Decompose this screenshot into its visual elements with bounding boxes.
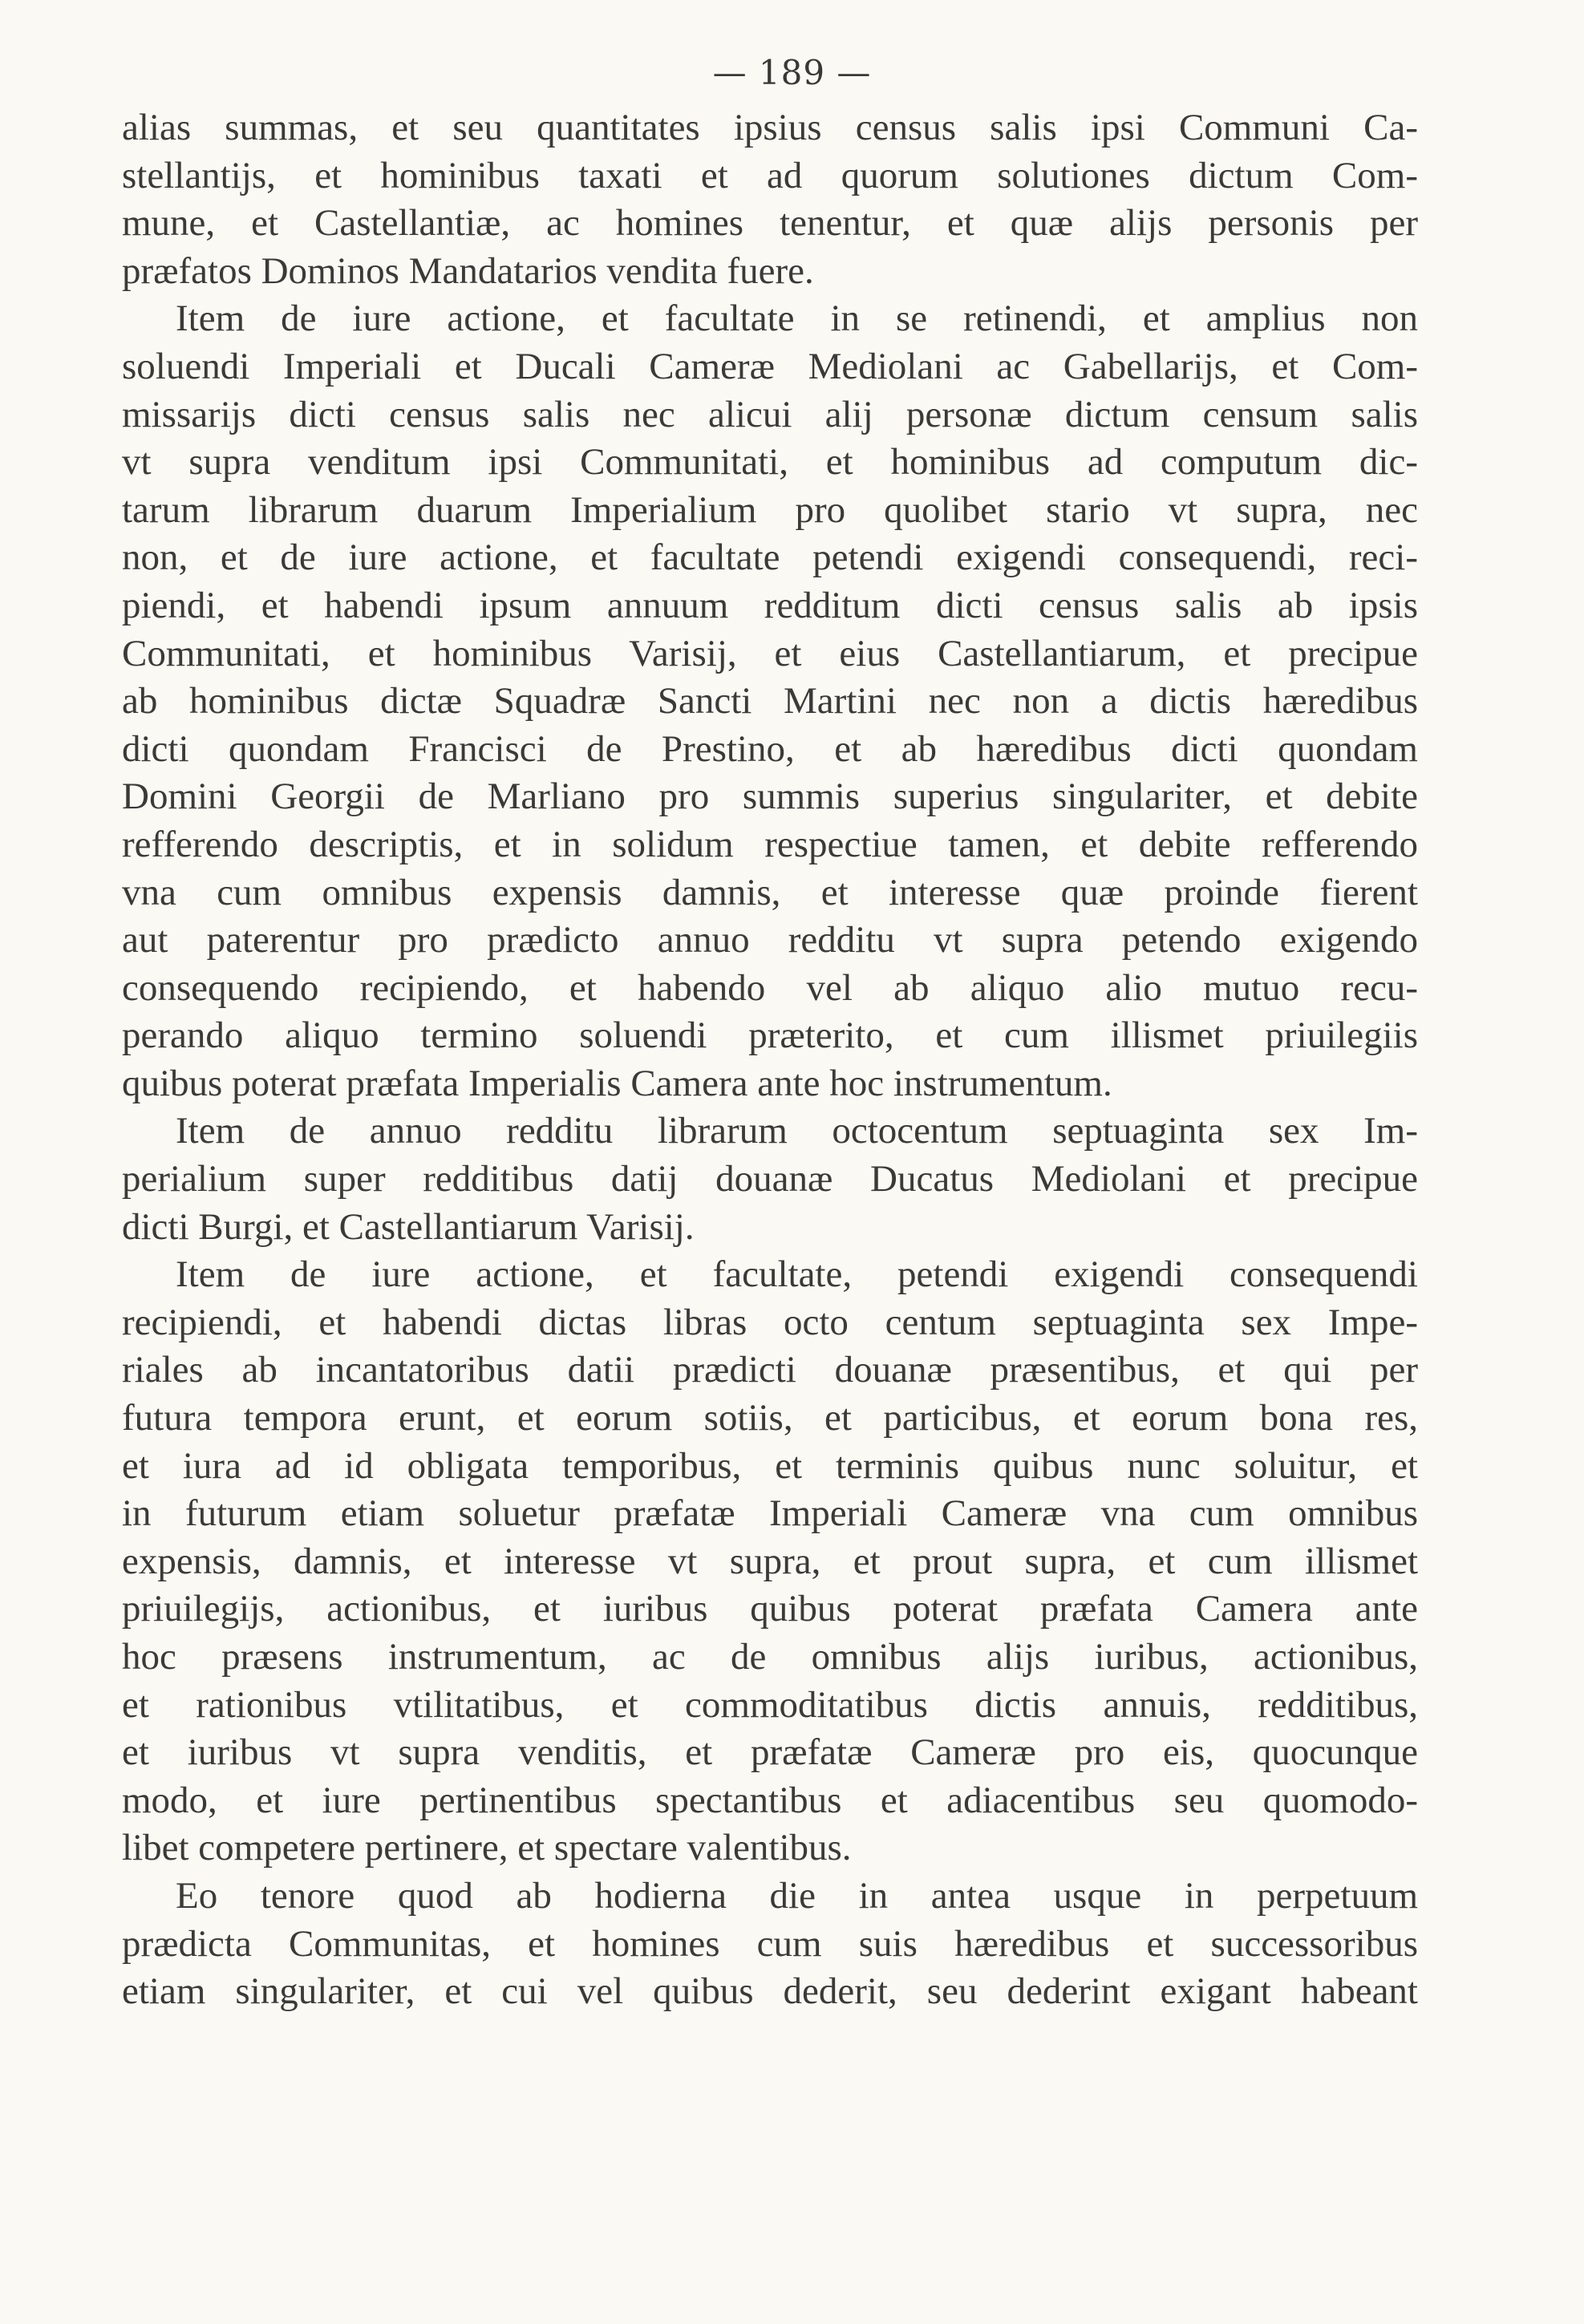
text-line: quibus poterat præfata Imperialis Camera ante hoc instrumentum. bbox=[122, 1062, 1112, 1104]
text-line: recipiendi, et habendi dictas libras octo centum septuaginta sex Impe- bbox=[122, 1301, 1418, 1343]
text-line: piendi, et habendi ipsum annuum redditum dicti census salis ab ipsis bbox=[122, 584, 1418, 626]
text-line: in futurum etiam soluetur præfatæ Imperiali Cameræ vna cum omnibus bbox=[122, 1492, 1418, 1535]
text-line: alias summas, et seu quantitates ipsius census salis ipsi Communi Ca- bbox=[122, 107, 1418, 148]
text-line: expensis, damnis, et interesse vt supra, et prout supra, et cum illismet bbox=[122, 1540, 1418, 1582]
text-line: missarijs dicti census salis nec alicui alij personæ dictum censum salis bbox=[122, 393, 1418, 435]
text-line: præfatos Dominos Mandatarios vendita fuere. bbox=[122, 249, 814, 292]
text-line: vna cum omnibus expensis damnis, et interesse quæ proinde fierent bbox=[122, 871, 1418, 913]
text-line: non, et de iure actione, et facultate petendi exigendi consequendi, reci- bbox=[122, 536, 1418, 579]
text-line: vt supra venditum ipsi Communitati, et hominibus ad computum dic- bbox=[122, 441, 1418, 484]
text-line: priuilegijs, actionibus, et iuribus quibus poterat præfata Camera ante bbox=[122, 1588, 1418, 1630]
text-line: Communitati, et hominibus Varisij, et eius Castellantiarum, et precipue bbox=[122, 632, 1418, 674]
text-line: consequendo recipiendo, et habendo vel ab aliquo alio mutuo recu- bbox=[122, 966, 1418, 1009]
text-line: etiam singulariter, et cui vel quibus dederit, seu dederint exigant habeant bbox=[122, 1970, 1418, 2013]
paragraph-start-line: Item de iure actione, et facultate, petendi exigendi consequendi bbox=[176, 1253, 1418, 1296]
text-line: riales ab incantatoribus datii prædicti douanæ præsentibus, et qui per bbox=[122, 1349, 1418, 1391]
text-line: futura tempora erunt, et eorum sotiis, et particibus, et eorum bona res, bbox=[122, 1397, 1418, 1439]
paragraph-start-line: Item de iure actione, et facultate in se retinendi, et amplius non bbox=[176, 298, 1418, 340]
text-line: prædicta Communitas, et homines cum suis hæredibus et successoribus bbox=[122, 1922, 1418, 1965]
text-line: hoc præsens instrumentum, ac de omnibus alijs iuribus, actionibus, bbox=[122, 1636, 1418, 1678]
text-line: et rationibus vtilitatibus, et commoditatibus dictis annuis, redditibus, bbox=[122, 1683, 1418, 1726]
text-line: Domini Georgii de Marliano pro summis superius singulariter, et debite bbox=[122, 775, 1418, 818]
text-line: libet competere pertinere, et spectare valentibus. bbox=[122, 1827, 852, 1869]
text-line: tarum librarum duarum Imperialium pro quolibet stario vt supra, nec bbox=[122, 488, 1418, 531]
paragraph-start-line: Item de annuo redditu librarum octocentum septuaginta sex Im- bbox=[176, 1110, 1418, 1152]
text-line: soluendi Imperiali et Ducali Cameræ Mediolani ac Gabellarijs, et Com- bbox=[122, 345, 1418, 387]
body-text bbox=[122, 104, 1418, 2016]
text-line: perando aliquo termino soluendi præterito, et cum illismet priuilegiis bbox=[122, 1014, 1418, 1057]
text-line: dicti quondam Francisci de Prestino, et ab hæredibus dicti quondam bbox=[122, 727, 1418, 770]
text-line: et iuribus vt supra venditis, et præfatæ Cameræ pro eis, quocunque bbox=[122, 1731, 1418, 1774]
text-line: et iura ad id obligata temporibus, et terminis quibus nunc soluitur, et bbox=[122, 1444, 1418, 1487]
text-line: modo, et iure pertinentibus spectantibus et adiacentibus seu quomodo- bbox=[122, 1779, 1418, 1821]
page-number: — 189 — bbox=[712, 53, 872, 92]
text-line: stellantijs, et hominibus taxati et ad quorum solutiones dictum Com- bbox=[122, 154, 1418, 196]
text-line: dicti Burgi, et Castellantiarum Varisij. bbox=[122, 1205, 695, 1248]
text-line: refferendo descriptis, et in solidum respectiue tamen, et debite refferendo bbox=[122, 823, 1418, 865]
text-line: ab hominibus dictæ Squadræ Sancti Martini nec non a dictis hæredibus bbox=[122, 680, 1418, 723]
text-line: perialium super redditibus datij douanæ Ducatus Mediolani et precipue bbox=[122, 1158, 1418, 1200]
text-line: aut paterentur pro prædicto annuo redditu vt supra petendo exigendo bbox=[122, 919, 1418, 962]
paragraph-start-line: Eo tenore quod ab hodierna die in antea usque in perpetuum bbox=[176, 1874, 1418, 1917]
text-line: mune, et Castellantiæ, ac homines tenentur, et quæ alijs personis per bbox=[122, 202, 1418, 245]
